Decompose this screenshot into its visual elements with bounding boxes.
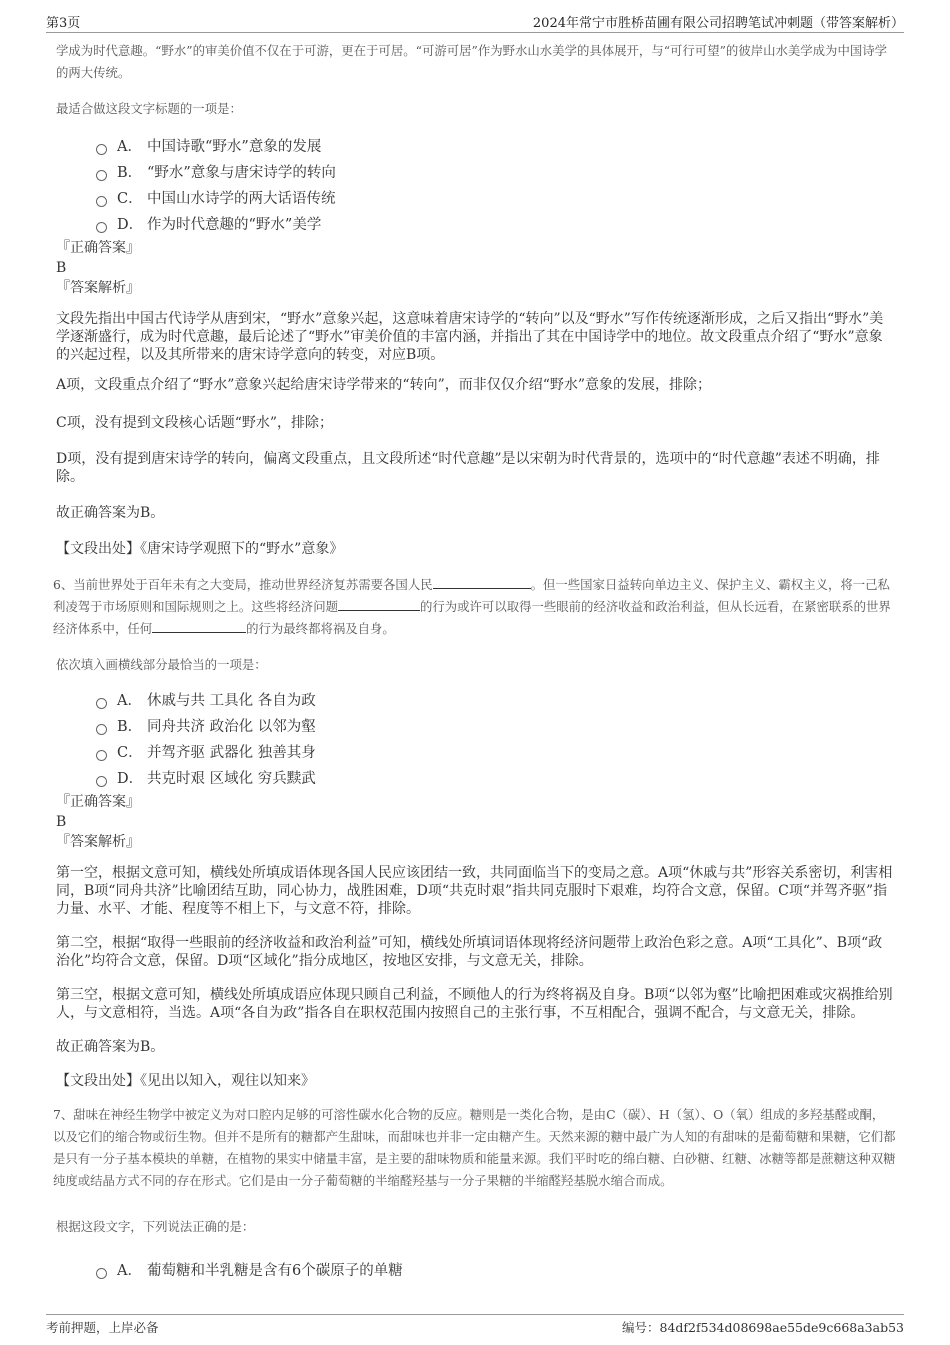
option-a[interactable]: A． 休戚与共 工具化 各自为政	[96, 688, 896, 714]
analysis-paragraph: 第一空，根据文意可知，横线处所填成语体现各国人民应该团结一致，共同面临当下的变局之意。A项“休戚与共”形容关系密切，利害相同，B项“同舟共济”比喻团结互助，同心协力，战胜困难，D项“共克时艰”指共同克服时下艰难，均符合文意，保留。C项“并驾齐驱”指力量、水平、才能、程度等不相上下，与文意不符，排除。	[56, 865, 893, 917]
radio-icon[interactable]	[96, 724, 107, 735]
analysis-label: 『答案解析』	[56, 280, 140, 296]
analysis-paragraph: 第三空，根据文意可知，横线处所填成语应体现只顾自己利益，不顾他人的行为终将祸及自身。B项“以邻为壑”比喻把困难或灾祸推给别人，与文意相符，当选。A项“各自为政”指各自在职权范围内按照自己的主张行事，不互相配合，强调不配合，与文意无关，排除。	[56, 987, 893, 1021]
page-header	[46, 10, 904, 33]
page-footer	[46, 1314, 904, 1335]
page-number: 第3页	[46, 16, 81, 31]
option-c[interactable]: C． 并驾齐驱 武器化 独善其身	[96, 740, 896, 766]
radio-icon[interactable]	[96, 776, 107, 787]
radio-icon[interactable]	[96, 750, 107, 761]
analysis-paragraph: C项，没有提到文段核心话题“野水”，排除；	[56, 415, 334, 431]
analysis-paragraph: A项，文段重点介绍了“野水”意象兴起给唐宋诗学带来的“转向”，而非仅仅介绍“野水”意象的发展，排除；	[56, 377, 712, 393]
answer-value: B	[56, 814, 67, 830]
question-prompt: 最适合做这段文字标题的一项是：	[56, 101, 242, 116]
document-title: 2024年常宁市胜桥苗圃有限公司招聘笔试冲刺题（带答案解析）	[532, 16, 904, 31]
option-d[interactable]: D． 共克时艰 区域化 穷兵黩武	[96, 766, 896, 792]
passage-text: 学成为时代意趣。“野水”的审美价值不仅在于可游，更在于可居。“可游可居”作为野水山水美学的具体展开，与“可行可望”的彼岸山水美学成为中国诗学的两大传统。	[56, 43, 888, 80]
footer-slogan: 考前押题，上岸必备	[46, 1320, 159, 1335]
question-prompt: 依次填入画横线部分最恰当的一项是：	[56, 657, 267, 672]
analysis-paragraph: 文段先指出中国古代诗学从唐到宋，“野水”意象兴起，这意味着唐宋诗学的“转向”以及“野水”写作传统逐渐形成，之后又指出“野水”美学逐渐盛行，成为时代意趣，最后论述了“野水”审美价值的丰富内涵，并指出了其在中国诗学中的地位。故文段重点介绍了“野水”意象的兴起过程，以及其所带来的唐宋诗学意向的转变，对应B项。	[56, 311, 884, 363]
analysis-paragraph: 故正确答案为B。	[56, 1039, 165, 1055]
fill-blank	[152, 620, 246, 633]
analysis-paragraph: 故正确答案为B。	[56, 505, 165, 521]
radio-icon[interactable]	[96, 170, 107, 181]
question-stem: 6、当前世界处于百年未有之大变局，推动世界经济复苏需要各国人民 。但一些国家日益转向单边主义、保护主义、霸权主义，将一己私利凌驾于市场原则和国际规则之上。这些将经济问题 的行为或许可以取得一些眼前的经济收益和政治利益，但从长远看，在紧密联系的世界经济体系中，任何 的行为最终都将祸及自身。	[53, 577, 891, 636]
answer-label: 『正确答案』	[56, 240, 140, 256]
options-list	[96, 688, 896, 792]
radio-icon[interactable]	[96, 196, 107, 207]
fill-blank	[338, 598, 420, 611]
radio-icon[interactable]	[96, 698, 107, 709]
answer-value: B	[56, 260, 67, 276]
options-list	[96, 134, 896, 238]
source-citation: 【文段出处】《见出以知入，观往以知来》	[56, 1073, 315, 1089]
answer-label: 『正确答案』	[56, 794, 140, 810]
document-id: 编号：84df2f534d08698ae55de9c668a3ab53	[622, 1320, 904, 1335]
option-c[interactable]: C． 中国山水诗学的两大话语传统	[96, 186, 896, 212]
option-b[interactable]: B． “野水”意象与唐宋诗学的转向	[96, 160, 896, 186]
radio-icon[interactable]	[96, 222, 107, 233]
analysis-paragraph: 第二空，根据“取得一些眼前的经济收益和政治利益”可知，横线处所填词语体现将经济问题带上政治色彩之意。A项“工具化”、B项“政治化”均符合文意，保留。D项“区域化”指分成地区，按地区安排，与文意无关，排除。	[56, 935, 883, 969]
option-a[interactable]: A． 中国诗歌“野水”意象的发展	[96, 134, 896, 160]
question-prompt: 根据这段文字，下列说法正确的是：	[56, 1219, 255, 1234]
analysis-paragraph: D项，没有提到唐宋诗学的转向，偏离文段重点，且文段所述“时代意趣”是以宋朝为时代背景的，选项中的“时代意趣”表述不明确，排除。	[56, 451, 880, 485]
source-citation: 【文段出处】《唐宋诗学观照下的“野水”意象》	[56, 541, 344, 557]
radio-icon[interactable]	[96, 144, 107, 155]
question-stem: 7、甜味在神经生物学中被定义为对口腔内足够的可溶性碳水化合物的反应。糖则是一类化合物，是由C（碳）、H（氢）、O（氧）组成的多羟基醛或酮，以及它们的缩合物或衍生物。但并不是所有的糖都产生甜味，而甜味也并非一定由糖产生。天然来源的糖中最广为人知的有甜味的是葡萄糖和果糖，它们都是只有一分子基本模块的单糖，在植物的果实中储量丰富，是主要的甜味物质和能量来源。我们平时吃的绵白糖、白砂糖、红糖、冰糖等都是蔗糖这种双糖纯度或结晶方式不同的存在形式。它们是由一分子葡萄糖的半缩醛羟基与一分子果糖的半缩醛羟基脱水缩合而成。	[53, 1107, 896, 1188]
analysis-label: 『答案解析』	[56, 834, 140, 850]
page-content	[53, 40, 896, 1284]
option-b[interactable]: B． 同舟共济 政治化 以邻为壑	[96, 714, 896, 740]
radio-icon[interactable]	[96, 1268, 107, 1279]
fill-blank	[433, 576, 531, 589]
options-list	[96, 1258, 896, 1284]
option-a[interactable]: A． 葡萄糖和半乳糖是含有6个碳原子的单糖	[96, 1258, 896, 1284]
option-d[interactable]: D． 作为时代意趣的“野水”美学	[96, 212, 896, 238]
